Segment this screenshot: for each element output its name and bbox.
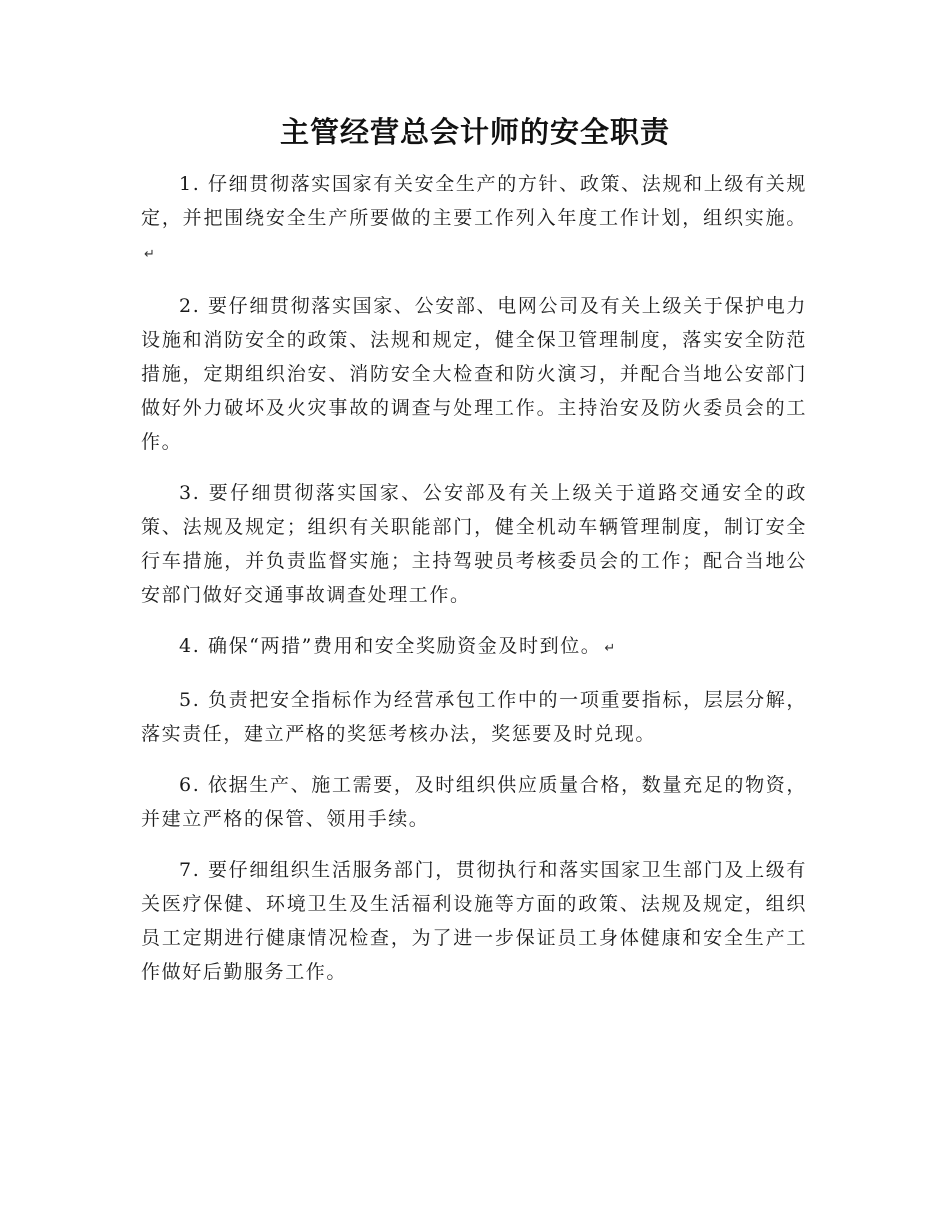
- paragraph-5-text: 5. 负责把安全指标作为经营承包工作中的一项重要指标，层层分解，落实责任，建立严格的奖惩考核办法，奖惩要及时兑现。: [141, 689, 807, 745]
- document-body: [141, 167, 807, 1006]
- paragraph-6: [141, 768, 807, 836]
- paragraph-7: [141, 853, 807, 989]
- paragraph-mark-icon: ↵: [604, 641, 616, 656]
- paragraph-1: [141, 167, 807, 272]
- paragraph-1-text: 1. 仔细贯彻落实国家有关安全生产的方针、政策、法规和上级有关规定，并把围绕安全生产所要做的主要工作列入年度工作计划，组织实施。: [141, 173, 807, 229]
- paragraph-mark-icon: ↵: [144, 247, 155, 262]
- paragraph-3-text: 3. 要仔细贯彻落实国家、公安部及有关上级关于道路交通安全的政策、法规及规定；组织有关职能部门，健全机动车辆管理制度，制订安全行车措施，并负责监督实施；主持驾驶员考核委员会的工作；配合当地公安部门做好交通事故调查处理工作。: [141, 482, 807, 606]
- paragraph-5: [141, 683, 807, 751]
- paragraph-2: [141, 289, 807, 459]
- document-title: 主管经营总会计师的安全职责: [279, 115, 670, 149]
- paragraph-4: [141, 629, 807, 666]
- paragraph-2-text: 2. 要仔细贯彻落实国家、公安部、电网公司及有关上级关于保护电力设施和消防安全的政策、法规和规定，健全保卫管理制度，落实安全防范措施，定期组织治安、消防安全大检查和防火演习，并配合当地公安部门做好外力破坏及火灾事故的调查与处理工作。主持治安及防火委员会的工作。: [141, 295, 807, 453]
- paragraph-4-text: 4. 确保“两措”费用和安全奖励资金及时到位。: [179, 635, 602, 657]
- paragraph-6-text: 6. 依据生产、施工需要，及时组织供应质量合格，数量充足的物资，并建立严格的保管、领用手续。: [141, 774, 807, 830]
- paragraph-7-text: 7. 要仔细组织生活服务部门，贯彻执行和落实国家卫生部门及上级有关医疗保健、环境卫生及生活福利设施等方面的政策、法规及规定，组织员工定期进行健康情况检查，为了进一步保证员工身体健康和安全生产工作做好后勤服务工作。: [141, 859, 807, 983]
- paragraph-3: [141, 476, 807, 612]
